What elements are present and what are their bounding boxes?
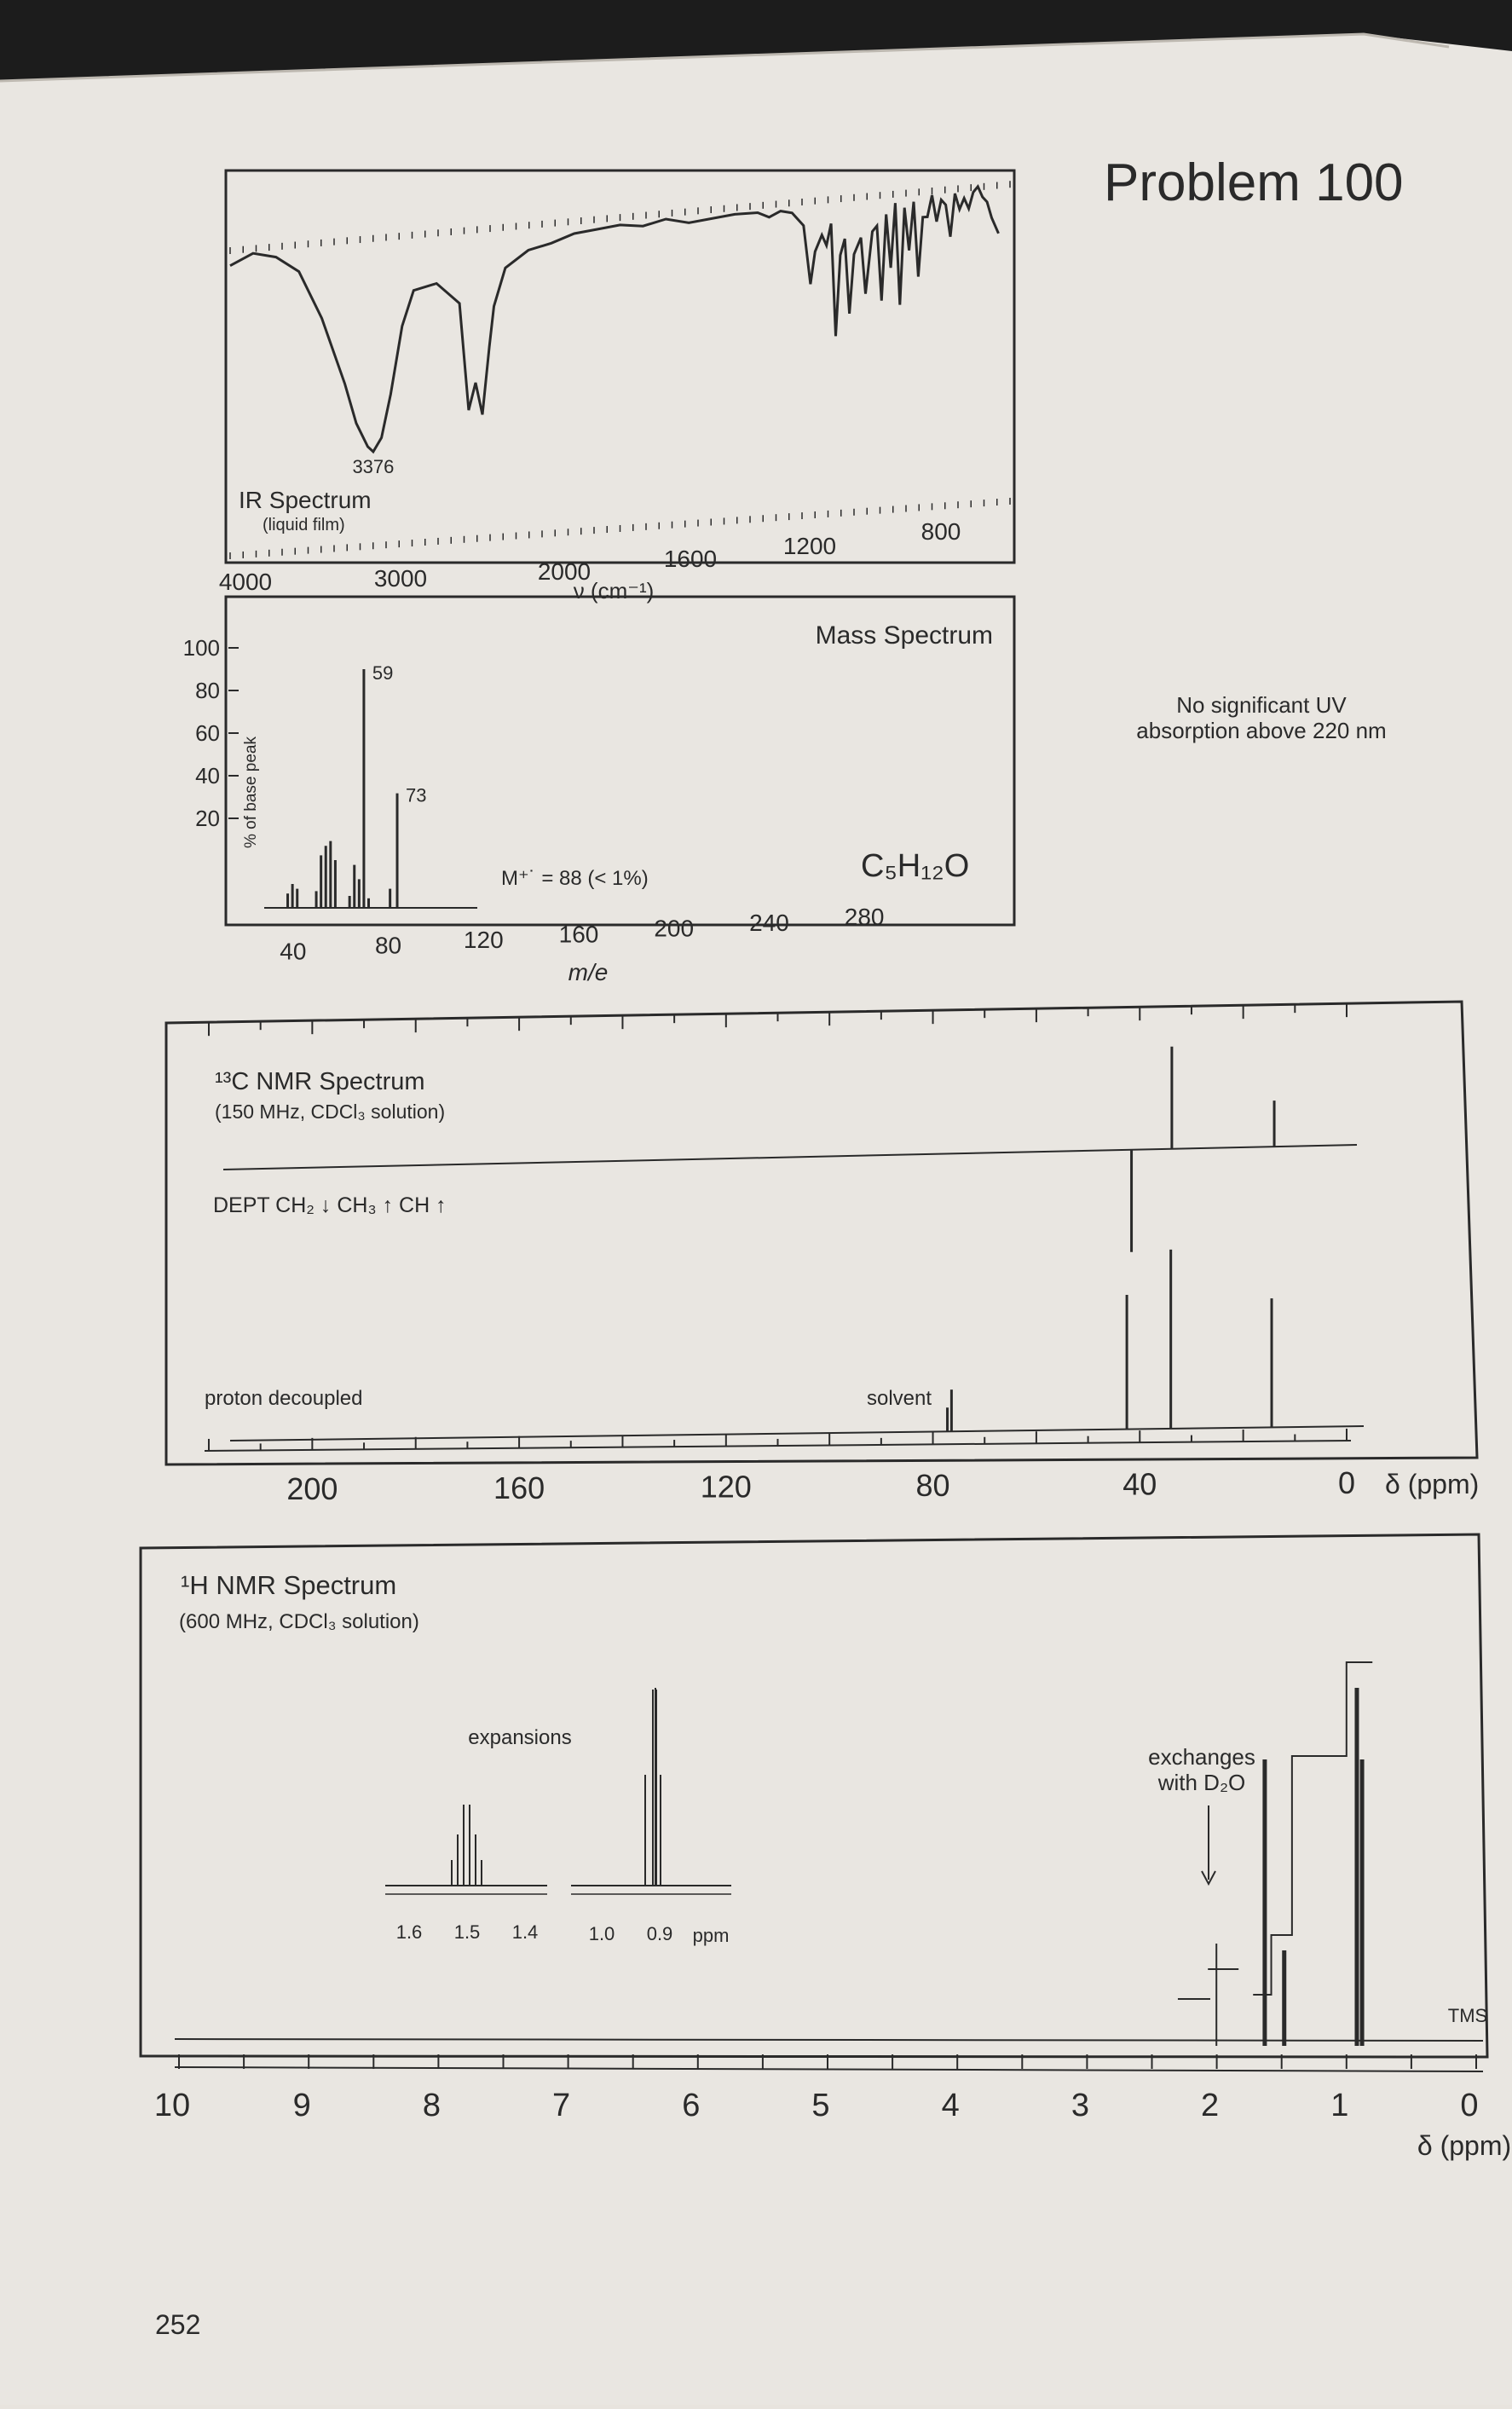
c13-solvent-label: solvent — [866, 1387, 932, 1410]
ir-tick-3000: 3000 — [373, 565, 428, 592]
ir-peak-label-3376: 3376 — [352, 456, 395, 477]
h1-x-axis-label: δ (ppm) — [1417, 2130, 1512, 2161]
ms-y-axis-label: % of base peak — [242, 737, 260, 848]
h1-exchange-label-line1: exchanges — [1148, 1744, 1255, 1770]
ms-x-tick-label-120: 120 — [463, 926, 504, 953]
h1-axis-ticks — [179, 2054, 1476, 2069]
h1-tick-label-10: 10 — [153, 2088, 191, 2123]
h1-tick-label-0: 0 — [1460, 2088, 1479, 2123]
c13-decoupled-label: proton decoupled — [205, 1387, 363, 1410]
ms-peak-label-59: 59 — [372, 662, 394, 684]
uv-note-line2: absorption above 220 nm — [1136, 718, 1387, 743]
c13-dept-label: DEPT CH₂ ↓ CH₃ ↑ CH ↑ — [213, 1193, 447, 1217]
ir-tick-4000: 4000 — [218, 569, 273, 595]
h1-exp-tick-1.0: 1.0 — [588, 1923, 615, 1944]
h1-tick-label-3: 3 — [1071, 2088, 1089, 2123]
c13-tick-label-160: 160 — [493, 1470, 545, 1505]
ir-tick-800: 800 — [920, 518, 961, 545]
c13-tick-label-0: 0 — [1337, 1464, 1356, 1500]
h1-tms-label: TMS — [1447, 2005, 1488, 2026]
ir-tick-2000: 2000 — [537, 558, 592, 585]
h1-tick-label-6: 6 — [682, 2088, 701, 2123]
h1-tick-label-8: 8 — [422, 2088, 441, 2123]
h1-subtitle: (600 MHz, CDCl₃ solution) — [179, 1610, 419, 1633]
h1-tick-label-5: 5 — [811, 2088, 830, 2123]
h1-tick-label-4: 4 — [941, 2088, 960, 2123]
h1-expansions-label: expansions — [468, 1726, 572, 1749]
c13-subtitle: (150 MHz, CDCl₃ solution) — [215, 1101, 446, 1123]
h1-exp-tick-0.9: 0.9 — [646, 1923, 673, 1944]
h1-tick-label-9: 9 — [292, 2088, 311, 2123]
h1-tick-label-7: 7 — [552, 2088, 571, 2123]
c13-tick-label-80: 80 — [915, 1467, 950, 1503]
ir-tick-1600: 1600 — [663, 546, 718, 572]
ms-y-tick-label-20: 20 — [195, 806, 220, 831]
h1-exp-tick-1.5: 1.5 — [453, 1921, 481, 1943]
c13-tick-label-120: 120 — [700, 1469, 752, 1505]
c13-x-axis-label: δ (ppm) — [1385, 1469, 1480, 1499]
page-number: 252 — [155, 2309, 201, 2340]
ir-tick-1200: 1200 — [782, 533, 837, 559]
ms-x-tick-label-80: 80 — [374, 932, 402, 959]
h1-exchange-label-line2: with D₂O — [1157, 1770, 1246, 1795]
ms-x-axis-label: m/e — [568, 959, 609, 985]
h1-tick-label-2: 2 — [1201, 2088, 1220, 2123]
ms-y-tick-label-60: 60 — [195, 720, 220, 746]
ir-title: IR Spectrum — [239, 487, 372, 513]
h1-exp-tick-ppm: ppm — [692, 1925, 730, 1946]
ms-x-tick-label-280: 280 — [844, 904, 885, 931]
ms-x-tick-label-240: 240 — [749, 909, 789, 936]
ms-formula: C₅H₁₂O — [861, 848, 970, 884]
ms-x-tick-label-200: 200 — [654, 915, 695, 942]
h1-exp-tick-1.6: 1.6 — [395, 1921, 423, 1943]
ms-y-tick-label-40: 40 — [195, 763, 220, 789]
ms-title: Mass Spectrum — [815, 621, 993, 650]
c13-title: ¹³C NMR Spectrum — [215, 1068, 425, 1095]
problem-title: Problem 100 — [1104, 153, 1404, 212]
uv-note-line1: No significant UV — [1176, 692, 1347, 718]
h1-tick-label-1: 1 — [1330, 2088, 1349, 2123]
ir-x-axis-label: ν (cm⁻¹) — [573, 578, 655, 604]
c13-tick-label-200: 200 — [286, 1471, 338, 1507]
ms-y-tick-label-100: 100 — [182, 635, 220, 661]
ms-peak-label-73: 73 — [406, 784, 427, 806]
ms-x-tick-label-160: 160 — [558, 921, 599, 948]
ms-x-tick-label-40: 40 — [280, 938, 307, 965]
c13-tick-label-40: 40 — [1122, 1466, 1157, 1502]
ms-y-tick-label-80: 80 — [195, 678, 220, 703]
ms-molecular-ion: M⁺˙ = 88 (< 1%) — [501, 867, 649, 890]
h1-exp-tick-1.4: 1.4 — [511, 1921, 539, 1943]
h1-title: ¹H NMR Spectrum — [181, 1570, 397, 1600]
ir-subtitle: (liquid film) — [263, 516, 345, 534]
